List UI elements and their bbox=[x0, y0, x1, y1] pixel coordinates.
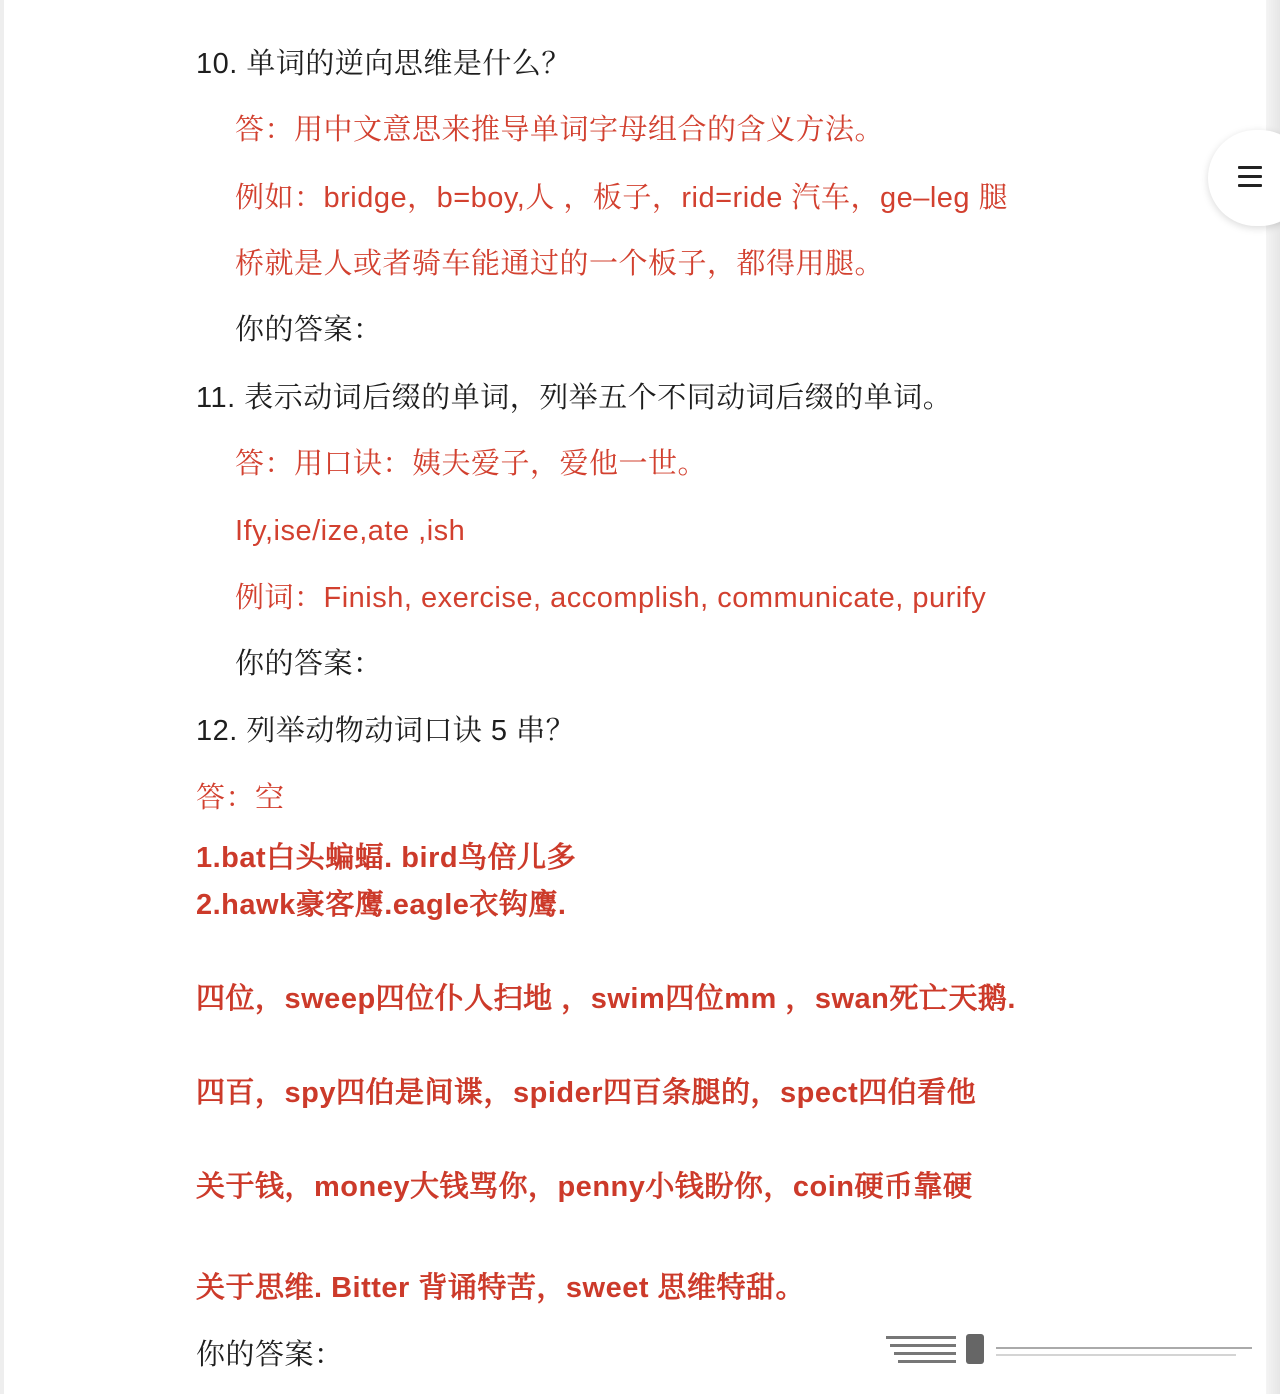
question-12-item-2: 2.hawk豪客鹰.eagle衣钩鹰. bbox=[196, 889, 567, 921]
floating-menu-button[interactable] bbox=[1208, 130, 1280, 226]
question-11-answer: 答：用口诀：姨夫爱子，爱他一世。 bbox=[235, 448, 708, 480]
question-10-example-line-2: 桥就是人或者骑车能通过的一个板子，都得用腿。 bbox=[235, 248, 885, 280]
question-12-answer: 答：空 bbox=[196, 782, 285, 814]
question-12-item-6: 关于思维. Bitter 背诵特苦，sweet 思维特甜。 bbox=[196, 1272, 806, 1304]
question-12-item-5: 关于钱，money大钱骂你，penny小钱盼你，coin硬币靠硬 bbox=[196, 1171, 973, 1203]
question-10-example-line-1: 例如：bridge，b=boy,人 ，板子，rid=ride 汽车，ge–leg 腿 bbox=[235, 182, 1009, 214]
question-11: 11. 表示动词后缀的单词，列举五个不同动词后缀的单词。 bbox=[196, 382, 953, 414]
question-12: 12. 列举动物动词口诀 5 串？ bbox=[196, 715, 576, 747]
question-10-answer: 答：用中文意思来推导单词字母组合的含义方法。 bbox=[235, 114, 885, 146]
question-11-your-answer: 你的答案： bbox=[235, 648, 383, 680]
question-11-examples: 例词：Finish, exercise, accomplish, communicate, purify bbox=[235, 582, 987, 614]
question-12-item-1: 1.bat白头蝙蝠. bird鸟倍儿多 bbox=[196, 842, 577, 874]
page-left-edge bbox=[0, 0, 4, 1394]
question-10: 10. 单词的逆向思维是什么？ bbox=[196, 48, 571, 80]
menu-icon bbox=[1238, 166, 1262, 188]
question-12-item-3: 四位，sweep四位仆人扫地 ，swim四位mm ，swan死亡天鹅. bbox=[196, 983, 1016, 1015]
question-10-your-answer: 你的答案： bbox=[235, 314, 383, 346]
watermark-logo bbox=[886, 1330, 1252, 1370]
question-11-suffixes: Ify,ise/ize,ate ,ish bbox=[235, 515, 466, 547]
question-12-your-answer: 你的答案： bbox=[196, 1339, 344, 1371]
question-12-item-4: 四百，spy四伯是间谍，spider四百条腿的，spect四伯看他 bbox=[196, 1077, 977, 1109]
